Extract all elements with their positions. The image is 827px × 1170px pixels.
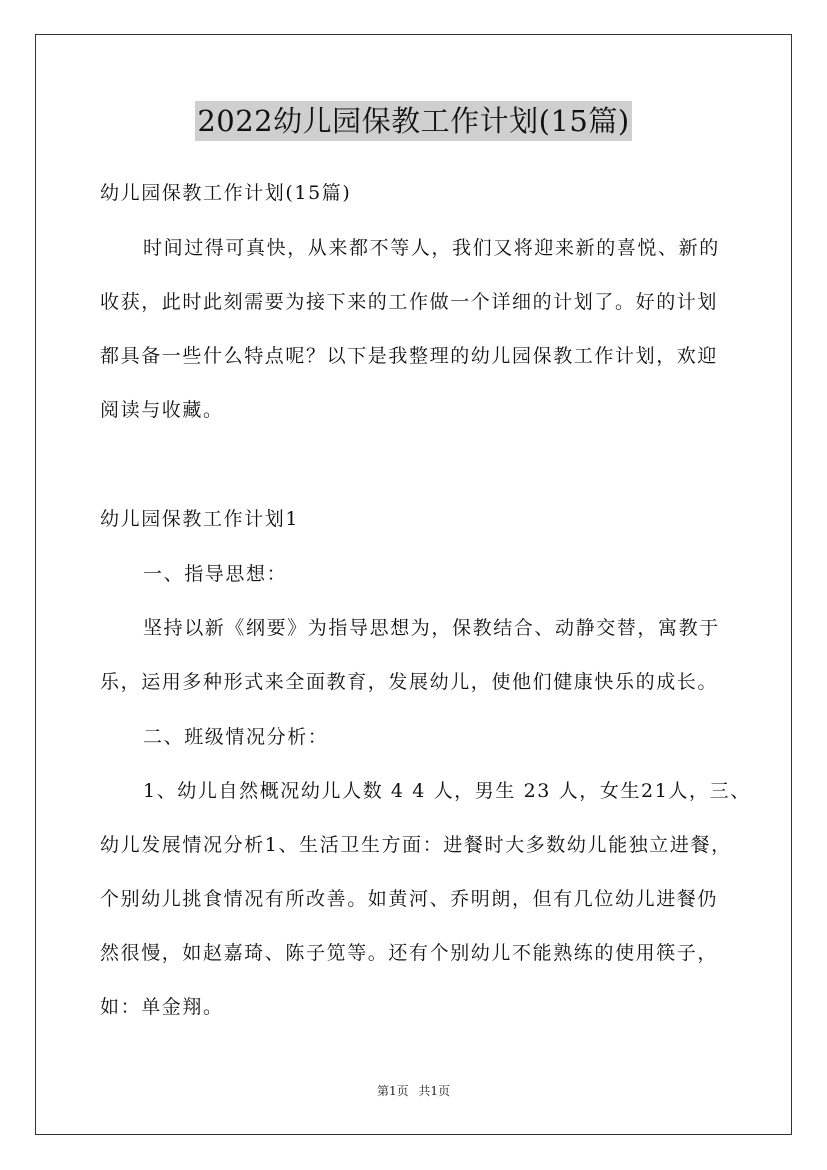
intro-line-2: 收获，此时此刻需要为接下来的工作做一个详细的计划了。好的计划: [100, 291, 719, 313]
para-2-line-2: 幼儿发展情况分析1、生活卫生方面：进餐时大多数幼儿能独立进餐，: [100, 834, 732, 856]
para-2-line-3: 个别幼儿挑食情况有所改善。如黄河、乔明朗，但有几位幼儿进餐仍: [100, 888, 719, 910]
document-title: 2022幼儿园保教工作计划(15篇): [195, 101, 631, 141]
heading-class-analysis: 二、班级情况分析：: [143, 726, 329, 748]
para-1-line-1: 坚持以新《纲要》为指导思想为，保教结合、动静交替，寓教于: [143, 617, 720, 639]
page-total: 共1页: [418, 1084, 451, 1098]
title-container: [0, 101, 827, 141]
heading-guiding-ideology: 一、指导思想：: [143, 563, 288, 585]
para-2-line-5: 如：单金翔。: [100, 996, 224, 1018]
section-title: 幼儿园保教工作计划1: [100, 508, 300, 530]
para-1-line-2: 乐，运用多种形式来全面教育，发展幼儿，使他们健康快乐的成长。: [100, 671, 719, 693]
document-subtitle: 幼儿园保教工作计划(15篇): [100, 182, 352, 204]
intro-line-1: 时间过得可真快，从来都不等人，我们又将迎来新的喜悦、新的: [143, 237, 720, 259]
para-2-line-1: 1、幼儿自然概况幼儿人数 4 4 人，男生 23 人，女生21人，三、: [143, 780, 751, 802]
page-footer: [0, 1083, 827, 1099]
intro-line-3: 都具备一些什么特点呢？以下是我整理的幼儿园保教工作计划，欢迎: [100, 345, 719, 367]
intro-line-4: 阅读与收藏。: [100, 399, 224, 421]
page-number: 第1页: [376, 1084, 409, 1098]
para-2-line-4: 然很慢，如赵嘉琦、陈子笕等。还有个别幼儿不能熟练的使用筷子，: [100, 942, 719, 964]
